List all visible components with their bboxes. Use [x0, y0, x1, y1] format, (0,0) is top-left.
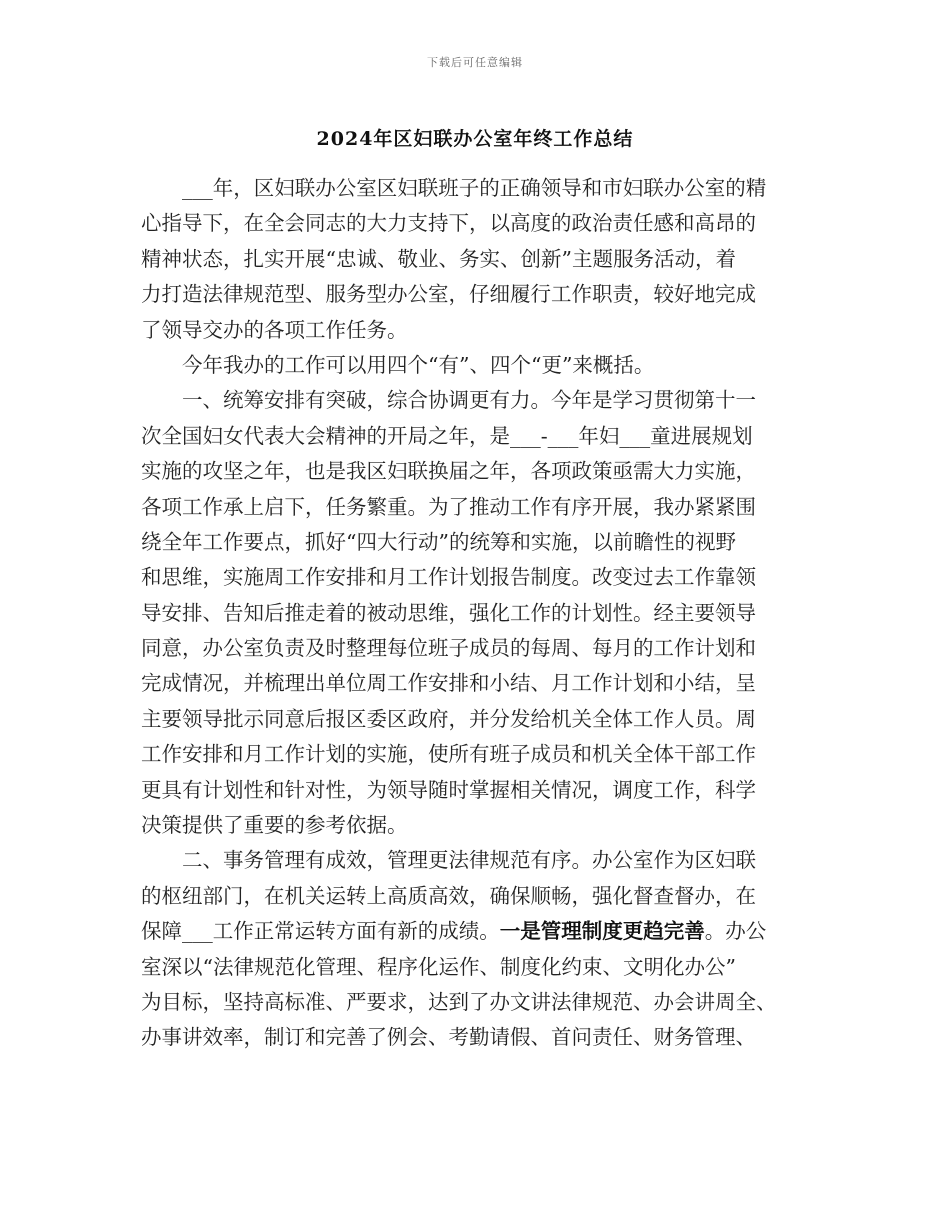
body-line-text: 各项工作承上启下，任务繁重。为了推动工作有序开展，我办紧紧围 [141, 494, 756, 519]
body-line-text: 室深以“法律规范化管理、程序化运作、制度化约束、文明化办公” [141, 954, 736, 979]
body-line [141, 985, 821, 1020]
body-line [141, 596, 821, 631]
body-line-text: 精神状态，扎实开展“忠诚、敬业、务实、创新”主题服务活动，着 [141, 246, 736, 271]
body-line-text: 心指导下，在全会同志的大力支持下，以高度的政治责任感和高昂的 [141, 211, 756, 236]
body-line [141, 1020, 821, 1055]
body-line-text: 完成情况，并梳理出单位周工作安排和小结、月工作计划和小结，呈 [141, 671, 756, 696]
body-line-text: 一、统筹安排有突破，综合协调更有力。今年是学习贯彻第十一 [141, 388, 756, 413]
body-line-text: 的枢纽部门，在机关运转上高质高效，确保顺畅，强化督查督办，在 [141, 883, 756, 908]
body-line [141, 490, 821, 525]
body-line [141, 383, 821, 418]
body-line-text: 了领导交办的各项工作任务。 [141, 317, 408, 342]
body-line-text: 办事讲效率，制订和完善了例会、考勤请假、首问责任、财务管理、 [141, 1025, 756, 1050]
body-line-tail: 。办公 [704, 919, 767, 944]
body-line [141, 631, 821, 666]
body-line-text: 和思维，实施周工作安排和月工作计划报告制度。改变过去工作靠领 [141, 565, 756, 590]
body-line-text: 实施的攻坚之年，也是我区妇联换届之年，各项政策亟需大力实施， [141, 459, 756, 484]
document-body [141, 171, 821, 1056]
body-line-text: 保障___工作正常运转方面有新的成绩。 [141, 919, 500, 944]
body-line [141, 171, 821, 206]
body-line [141, 313, 821, 348]
body-line [141, 914, 821, 949]
body-line [141, 843, 821, 878]
body-line [141, 242, 821, 277]
body-line [141, 666, 821, 701]
body-line [141, 950, 821, 985]
body-line-text: 绕全年工作要点，抓好“四大行动”的统筹和实施，以前瞻性的视野 [141, 529, 736, 554]
body-line-text: 力打造法律规范型、服务型办公室，仔细履行工作职责，较好地完成 [141, 282, 756, 307]
body-line [141, 454, 821, 489]
body-line-text: 今年我办的工作可以用四个“有”、四个“更”来概括。 [141, 352, 655, 377]
body-line-text: 导安排、告知后推走着的被动思维，强化工作的计划性。经主要领导 [141, 600, 756, 625]
body-line [141, 879, 821, 914]
body-line-text: 为目标，坚持高标准、严要求，达到了办文讲法律规范、办会讲周全、 [141, 989, 777, 1014]
body-line [141, 419, 821, 454]
body-line [141, 525, 821, 560]
body-line [141, 773, 821, 808]
document-title: 2024年区妇联办公室年终工作总结 [316, 128, 634, 150]
page-header-note: 下载后可任意编辑 [427, 56, 523, 69]
body-line-text: 同意，办公室负责及时整理每位班子成员的每周、每月的工作计划和 [141, 636, 756, 661]
body-line [141, 348, 821, 383]
body-line [141, 277, 821, 312]
body-line-text: 次全国妇女代表大会精神的开局之年，是___-___年妇___童进展规划 [141, 423, 753, 448]
body-line [141, 808, 821, 843]
body-line-text: 主要领导批示同意后报区委区政府，并分发给机关全体工作人员。周 [141, 706, 756, 731]
body-line-text: 工作安排和月工作计划的实施，使所有班子成员和机关全体干部工作 [141, 742, 756, 767]
body-line-text: ___年，区妇联办公室区妇联班子的正确领导和市妇联办公室的精 [141, 176, 767, 200]
body-line [141, 560, 821, 595]
body-line-text: 二、事务管理有成效，管理更法律规范有序。办公室作为区妇联 [141, 848, 756, 873]
body-line-text: 决策提供了重要的参考依据。 [141, 813, 408, 838]
body-line-text: 更具有计划性和针对性，为领导随时掌握相关情况，调度工作，科学 [141, 777, 756, 802]
body-line [141, 737, 821, 772]
body-line [141, 206, 821, 241]
body-line-emphasis: 一是管理制度更趋完善 [499, 919, 705, 944]
body-line [141, 702, 821, 737]
